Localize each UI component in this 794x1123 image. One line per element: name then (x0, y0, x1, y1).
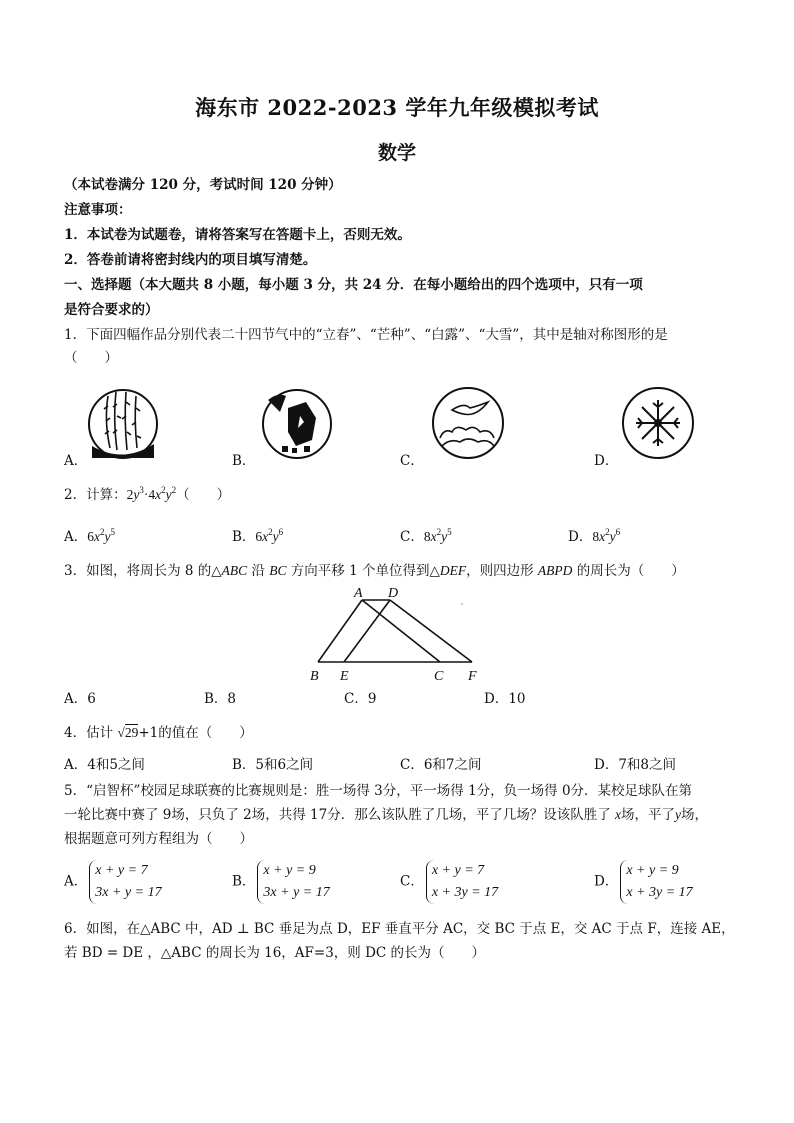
q2-option-d: D．$8x^2y^6$ (568, 527, 621, 545)
label-d: D (388, 586, 399, 601)
q3-option-d: D．10 (484, 691, 526, 707)
notice-heading: 注意事项： (64, 202, 132, 218)
mangzhong-picture (260, 386, 334, 464)
question-6-line2: 若 BD = DE ，△ABC 的周长为 16，AF=3，则 DC 的长为（ ） (64, 945, 486, 961)
q5-option-c: C． x + y = 7 x + 3y = 17 (400, 860, 498, 904)
question-5-line2: 一轮比赛中赛了 9场，只负了 2场，共得 17分．那么该队胜了几场，平了几场？设该队胜了 x场，平了y场， (64, 807, 709, 823)
q4-option-c: C．6和7之间 (400, 757, 482, 773)
question-1-paren: （ ） (64, 350, 118, 366)
q2-option-b: B．$6x^2y^6$ (232, 527, 284, 545)
daxue-picture (620, 384, 696, 464)
question-4-stem: 4．估计 √29+1的值在（ ） (64, 725, 253, 741)
question-2-stem: 2．计算：$2y^3\cdot 4x^2y^2$（ ） (64, 485, 231, 503)
section-heading: 一、选择题（本大题共 8 小题，每小题 3 分，共 24 分．在每小题给出的四个选项中，只有一项 (64, 277, 643, 293)
notice-item: 1．本试卷为试题卷，请将答案写在答题卡上，否则无效。 (64, 227, 411, 243)
q1-option-a: A． (64, 453, 88, 469)
label-a: A (354, 586, 363, 601)
q4-option-b: B．5和6之间 (232, 757, 314, 773)
question-1-stem: 1．下面四幅作品分别代表二十四节气中的“立春”、“芒种”、“白露”、“大雪”，其中是轴对称图形的是 (64, 327, 668, 343)
question-6-line1: 6．如图，在△ABC 中，AD ⊥ BC 垂足为点 D，EF 垂直平分 AC，交 BC 于点 E，交 AC 于点 F，连接 AE， (64, 921, 735, 937)
q4-option-d: D．7和8之间 (594, 757, 677, 773)
exam-title: 海东市 2022-2023 学年九年级模拟考试 (195, 95, 599, 120)
q1-option-c: C． (400, 453, 424, 469)
q2-prefix: 2．计算： (64, 487, 127, 503)
bailu-picture (430, 384, 506, 464)
translation-figure (300, 582, 500, 684)
q5-option-d: D． x + y = 9 x + 3y = 17 (594, 860, 693, 904)
section-heading-cont: 是符合要求的） (64, 302, 159, 318)
label-e: E (340, 669, 349, 684)
subject-title: 数学 (377, 142, 416, 164)
label-c: C (434, 669, 444, 684)
q5-option-b: B． x + y = 9 3x + y = 17 (232, 860, 330, 904)
q1-option-b: B． (232, 453, 256, 469)
q4-option-a: A．4和5之间 (64, 757, 145, 773)
q3-option-b: B．8 (204, 691, 237, 707)
question-3-stem: 3．如图，将周长为 8 的△ABC 沿 BC 方向平移 1 个单位得到△DEF，则四边形 ABPD 的周长为（ ） (64, 563, 685, 579)
q5-option-a: A． x + y = 7 3x + y = 17 (64, 860, 162, 904)
q4-radicand: 29 (124, 725, 139, 740)
q2-option-a: A．$6x^2y^5$ (64, 527, 115, 545)
lichun-picture (86, 386, 160, 464)
question-5-line1: 5．“启智杯”校园足球联赛的比赛规则是：胜一场得 3分，平一场得 1分，负一场得 0分．某校足球队在第 (64, 783, 693, 799)
q3-option-c: C．9 (344, 691, 377, 707)
exam-note: （本试卷满分 120 分，考试时间 120 分钟） (64, 177, 342, 193)
q2-suffix: （ ） (176, 487, 231, 503)
notice-item: 2．答卷前请将密封线内的项目填写清楚。 (64, 252, 317, 268)
question-5-line3: 根据题意可列方程组为（ ） (64, 831, 253, 847)
label-b: B (310, 669, 319, 684)
q1-option-d: D． (594, 453, 619, 469)
q2-option-c: C．$8x^2y^5$ (400, 527, 452, 545)
q3-option-a: A．6 (64, 691, 96, 707)
label-f: F (468, 669, 477, 684)
